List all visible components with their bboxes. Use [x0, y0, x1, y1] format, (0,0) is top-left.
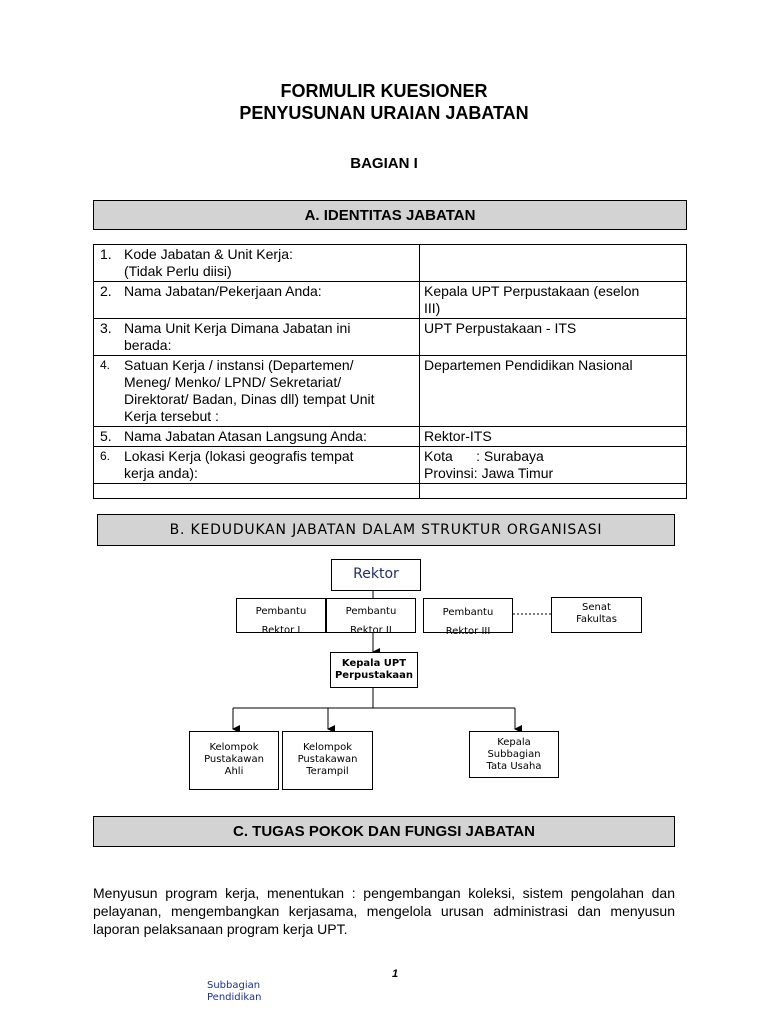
- row-number: 5.: [100, 428, 112, 444]
- page-number: 1: [392, 968, 399, 980]
- section-b-heading: B. KEDUDUKAN JABATAN DALAM STRUKTUR ORGANISASI: [97, 514, 675, 546]
- row-value: Kota : Surabaya: [424, 448, 544, 464]
- org-box-label-cont: Rektor II: [350, 625, 392, 636]
- org-rektor-label: Rektor: [353, 566, 399, 582]
- org-box-label-cont: Perpustakaan: [334, 670, 414, 681]
- row-number: 4.: [100, 358, 111, 372]
- row-label-cont: (Tidak Perlu diisi): [124, 263, 232, 279]
- footer-line-1: Subbagian: [207, 980, 261, 991]
- row-label-cont: Kerja tersebut :: [124, 408, 219, 424]
- section-c-heading: C. TUGAS POKOK DAN FUNGSI JABATAN: [93, 816, 675, 847]
- org-pembantu-rektor-1-box: [236, 598, 326, 636]
- row-label: Satuan Kerja / instansi (Departemen/: [124, 357, 354, 373]
- org-kelompok-ahli-box: [189, 731, 279, 790]
- org-box-label: Senat: [582, 602, 611, 613]
- row-value: Departemen Pendidikan Nasional: [424, 357, 633, 373]
- row-value-cont: Provinsi: Jawa Timur: [424, 465, 554, 481]
- org-box-label-cont: Rektor III: [445, 626, 491, 637]
- org-box-label: Kelompok: [209, 742, 259, 753]
- footer-unit: [207, 980, 262, 1004]
- org-rektor-box: [331, 559, 421, 591]
- footer-line-2: Pendidikan: [207, 992, 262, 1003]
- row-label: Kode Jabatan & Unit Kerja:: [124, 246, 293, 262]
- row-label-cont: berada:: [124, 337, 172, 353]
- row-label-cont: Direktorat/ Badan, Dinas dll) tempat Unit: [124, 391, 375, 407]
- section-c-text: Menyusun program kerja, menentukan : pengembangan koleksi, sistem pengolahan dan pelayanan, mengembangkan kerjasama, mengelola urusan administrasi dan menyusun laporan pelaksanaan program kerja UPT.: [93, 885, 675, 937]
- org-box-label: Kepala: [497, 737, 531, 748]
- page-subtitle: PENYUSUNAN URAIAN JABATAN: [239, 103, 529, 123]
- row-number: 1.: [100, 246, 112, 262]
- row-label: Nama Unit Kerja Dimana Jabatan ini: [124, 320, 351, 336]
- row-label: Lokasi Kerja (lokasi geografis tempat: [124, 448, 354, 464]
- org-box-label-cont: Rektor I: [261, 625, 301, 636]
- row-value: UPT Perpustakaan - ITS: [424, 320, 577, 336]
- row-value: Rektor-ITS: [424, 428, 492, 444]
- row-label: Nama Jabatan/Pekerjaan Anda:: [124, 283, 322, 299]
- org-box-label-cont: Fakultas: [576, 614, 617, 625]
- row-label-cont: kerja anda):: [124, 465, 198, 481]
- org-box-label: Pembantu: [345, 606, 397, 617]
- org-senat-fakultas-box: [551, 597, 642, 633]
- row-value-cont: III): [424, 300, 441, 316]
- row-number: 2.: [100, 283, 112, 299]
- org-pembantu-rektor-3-box: [423, 598, 513, 637]
- org-kepala-upt-box: [330, 652, 418, 688]
- org-box-label-cont: Pustakawan: [297, 754, 358, 765]
- row-label: Nama Jabatan Atasan Langsung Anda:: [124, 428, 367, 444]
- row-number: 6.: [100, 449, 111, 463]
- org-box-label-cont: Tata Usaha: [486, 761, 542, 772]
- page-title: FORMULIR KUESIONER: [280, 81, 488, 101]
- org-box-label-cont: Terampil: [306, 766, 349, 777]
- org-box-label-cont: Pustakawan: [204, 754, 264, 765]
- row-label-cont: Meneg/ Menko/ LPND/ Sekretariat/: [124, 374, 342, 390]
- part-label: BAGIAN I: [350, 155, 418, 172]
- org-box-label: Kelompok: [302, 742, 353, 753]
- org-box-label-cont: Ahli: [224, 766, 244, 777]
- org-box-label: Kepala UPT: [341, 658, 407, 669]
- section-a-heading: A. IDENTITAS JABATAN: [93, 200, 687, 230]
- org-subbagian-tu-box: [469, 731, 559, 778]
- row-number: 3.: [100, 320, 112, 336]
- org-kelompok-terampil-box: [282, 731, 373, 790]
- row-value: Kepala UPT Perpustakaan (eselon: [424, 283, 640, 299]
- org-pembantu-rektor-2-box: [326, 598, 416, 636]
- org-box-label: Pembantu: [442, 607, 494, 618]
- org-box-label: Pembantu: [255, 606, 307, 617]
- org-box-label-cont: Subbagian: [487, 749, 541, 760]
